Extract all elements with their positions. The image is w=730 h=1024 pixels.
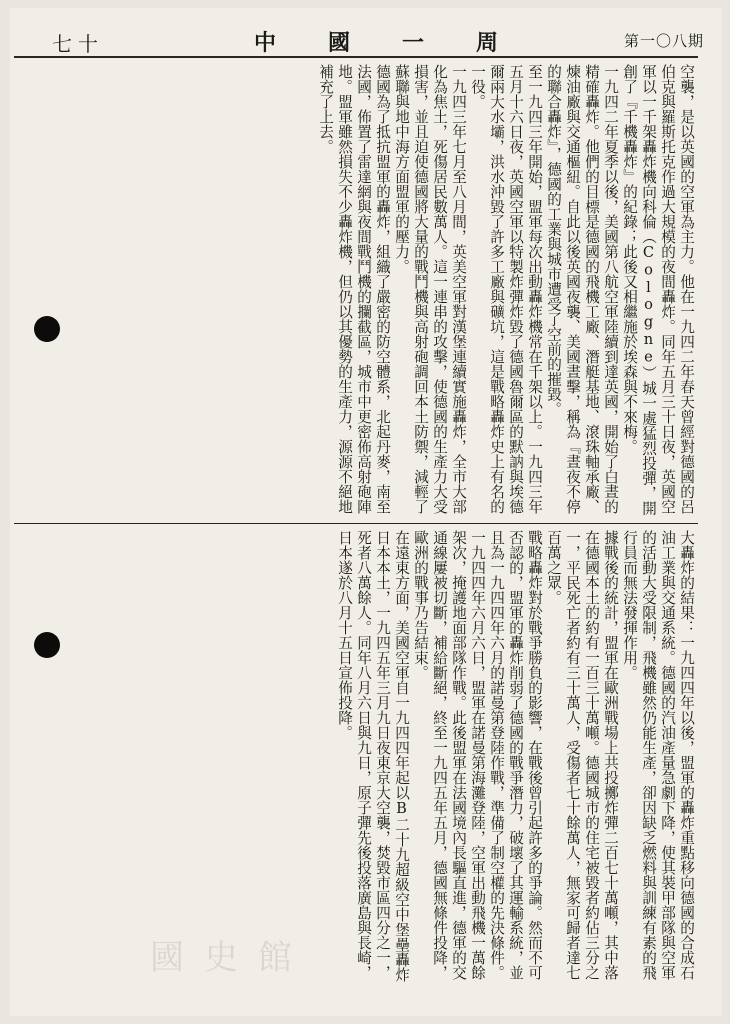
page-header [24,22,708,58]
article-paragraph: 一九四四年六月六日，盟軍在諾曼第海灘登陸，空軍出動飛機一萬餘架次，掩護地面部隊作戰。此後盟軍在法國境內長驅直進，德軍的交通線屢被切斷，補給斷絕，終至一九四五年五月，德國無條件投降，歐洲的戰事乃告結束。 [412,530,486,980]
issue-number: 第一〇八期 [623,32,704,50]
article-paragraph: 德國為了抵抗盟軍的轟炸，組織了嚴密的防空體系，北起丹麥，南至法國，佈置了雷達網與夜間戰鬥機的攔截區，城市中更密佈高射砲陣地。盟軍雖然損失不少轟炸機，但仍以其優勢的生產力，源源不絕地補充了上去。 [317,64,391,514]
archive-watermark: 國史館 [150,938,312,978]
article-paragraph: 一九四三年七月至八月間，英美空軍對漢堡連續實施轟炸，全市大部化為焦土，死傷居民數萬人。這一連串的攻擊，使德國的生產力大受損害，並且迫使德國將大量的戰鬥機與高射砲調回本土防禦，減輕了蘇聯與地中海方面盟軍的壓力。 [393,64,467,514]
article-paragraph: 一九四二年夏季以後，美國第八航空軍陸續到達英國，開始了白晝的精確轟炸。他們的目標是德國的飛機工廠、潛艇基地、滾珠軸承廠、煉油廠與交通樞紐。自此以後英國夜襲、美國晝擊，稱為『晝夜不停的聯合轟炸』，德國的工業與城市遭受了空前的摧毀。 [545,64,619,514]
binding-hole-icon [34,316,60,342]
article-paragraph: 至一九四三年開始，盟軍每次出動轟炸機常在千架以上。一九四三年五月十六日夜，英國空軍以特製炸彈炸毀了德國魯爾區的默訥與埃德爾兩大水壩，洪水沖毀了許多工廠與礦坑，這是戰略轟炸史上有名的一役。 [469,64,543,514]
binding-hole-icon [34,632,60,658]
header-rule [14,56,698,58]
article-paragraph: 戰略轟炸對於戰爭勝負的影響，在戰後曾引起許多的爭論。然而不可否認的，盟軍的轟炸削弱了德國的戰爭潛力，破壞了其運輸系統，並且為一九四四年六月的諾曼第登陸作戰，準備了制空權的先決條件。 [488,530,543,980]
article-bottom-section [24,530,696,986]
article-paragraph: 據戰後的統計，盟軍在歐洲戰場上共投擲炸彈二百七十萬噸，其中落在德國本土的約有一百三十萬噸。德國城市的住宅被毀者約佔三分之一，平民死亡者約有三十萬人，受傷者七十餘萬人，無家可歸者達七百萬之眾。 [545,530,619,980]
article-paragraph: 空襲，是以英國的空軍為主力。他在一九四二年春天曾經對德國的呂伯克與羅斯托克作過大規模的夜間轟炸。同年五月三十日夜，英國空軍以一千架轟炸機向科倫（Cologne）城一處猛烈投彈，開創了『千機轟炸』的紀錄；此後又相繼施於埃森與不來梅。 [621,64,695,516]
page-number: 七十 [52,32,104,56]
section-divider-rule [14,523,698,524]
publication-title: 中國一周 [254,30,551,56]
article-paragraph: 大轟炸的結果：一九四四年以後，盟軍的轟炸重點移向德國的合成石油工業與交通系統。德國的汽油產量急劇下降，使其裝甲部隊與空軍的活動大受限制，飛機雖然仍能生產，卻因缺乏燃料與訓練有素的飛行員而無法發揮作用。 [621,530,695,980]
article-top-section [24,64,696,516]
article-paragraph: 在遠東方面，美國空軍自一九四四年起以B二十九超級空中堡壘轟炸日本本土，一九四五年三月九日夜東京大空襲，焚毀市區四分之一，死者八萬餘人。同年八月六日與九日，原子彈先後投落廣島與長崎，日本遂於八月十五日宣佈投降。 [336,530,410,983]
